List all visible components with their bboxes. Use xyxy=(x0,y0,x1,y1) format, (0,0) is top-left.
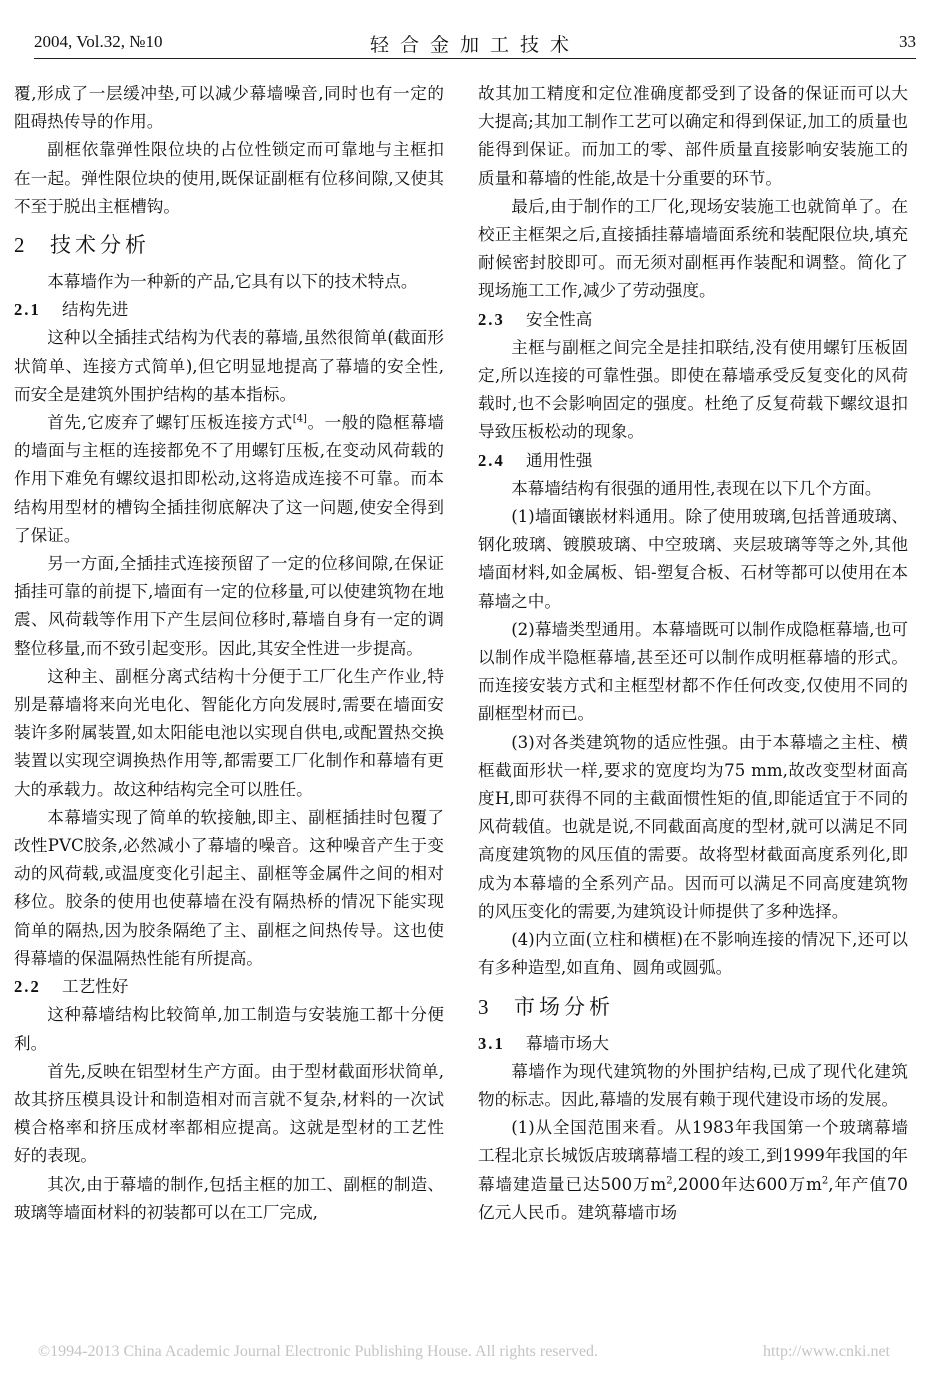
footer-url: http://www.cnki.net xyxy=(763,1343,890,1360)
paragraph: 幕墙作为现代建筑物的外围护结构,已成了现代化建筑物的标志。因此,幕墙的发展有赖于现代建设市场的发展。 xyxy=(478,1061,908,1109)
citation-ref: [4] xyxy=(292,413,307,425)
subsection-number: 2.2 xyxy=(14,977,41,997)
paragraph: 这种以全插挂式结构为代表的幕墙,虽然很简单(截面形状简单、连接方式简单),但它明显地提高了幕墙的安全性,而安全是建筑外围护结构的基本指标。 xyxy=(14,328,444,404)
page-number: 33 xyxy=(899,32,916,51)
paragraph-text: ,2000年达600万m xyxy=(672,1174,822,1194)
copyright-footer xyxy=(38,1343,890,1361)
subsection-title: 结构先进 xyxy=(62,300,129,320)
paragraph: 其次,由于幕墙的制作,包括主框的加工、副框的制造、玻璃等墙面材料的初装都可以在工厂完成, xyxy=(14,1174,444,1222)
subsection-title: 通用性强 xyxy=(526,450,593,470)
paragraph: 这种主、副框分离式结构十分便于工厂化生产作业,特别是幕墙将来向光电化、智能化方向发展时,需要在墙面安装许多附属装置,如太阳能电池以实现自供电,或配置热交换装置以实现空调换热作用等,都需要工厂化制作和幕墙有更大的承载力。故这种结构完全可以胜任。 xyxy=(14,666,444,799)
running-header xyxy=(34,28,916,59)
paragraph: (3)对各类建筑物的适应性强。由于本幕墙之主柱、横框截面形状一样,要求的宽度均为75 mm,故改变型材面高度H,即可获得不同的主截面惯性矩的值,即能适宜于不同的风荷载值。也就是说,不同截面高度的型材,就可以满足不同高度建筑物的风压值的需要。故将型材截面高度系列化,即成为本幕墙的全系列产品。因而可以满足不同高度建筑物的风压变化的需要,为建筑设计师提供了多种选择。 xyxy=(478,732,908,921)
paragraph-text: 首先,它废弃了螺钉压板连接方式 xyxy=(47,413,293,433)
section-number: 2 xyxy=(14,233,25,258)
subsection-heading xyxy=(478,1030,908,1058)
paragraph: (1)墙面镶嵌材料通用。除了使用玻璃,包括普通玻璃、钢化玻璃、镀膜玻璃、中空玻璃、夹层玻璃等等之外,其他墙面材料,如金属板、铝-塑复合板、石材等都可以使用在本幕墙之中。 xyxy=(478,507,908,611)
paragraph: 故其加工精度和定位准确度都受到了设备的保证而可以大大提高;其加工制作工艺可以确定和得到保证,加工的质量也能得到保证。而加工的零、部件质量直接影响安装施工的质量和幕墙的性能,故是十分重要的环节。 xyxy=(478,84,908,188)
section-number: 3 xyxy=(478,994,489,1019)
copyright-text: ©1994-2013 China Academic Journal Electronic Publishing House. All rights reserved. xyxy=(38,1343,599,1360)
paragraph: 本幕墙作为一种新的产品,它具有以下的技术特点。 xyxy=(47,272,418,292)
paragraph: 本幕墙结构有很强的通用性,表现在以下几个方面。 xyxy=(511,478,882,498)
paragraph: 另一方面,全插挂式连接预留了一定的位移间隙,在保证插挂可靠的前提下,墙面有一定的位移量,可以使建筑物在地震、风荷载等作用下产生层间位移时,幕墙自身有一定的调整位移量,而不致引起变形。因此,其安全性进一步提高。 xyxy=(14,554,444,658)
paragraph: (4)内立面(立柱和横框)在不影响连接的情况下,还可以有多种造型,如直角、圆角或圆弧。 xyxy=(478,930,908,978)
paragraph: 主框与副框之间完全是挂扣联结,没有使用螺钉压板固定,所以连接的可靠性强。即使在幕墙承受反复变化的风荷载时,也不会影响固定的强度。杜绝了反复荷载下螺纹退扣导致压板松动的现象。 xyxy=(478,337,908,442)
right-column xyxy=(478,80,908,1227)
journal-title: 轻合金加工技术 xyxy=(369,34,580,56)
subsection-heading xyxy=(14,296,444,324)
subsection-title: 安全性高 xyxy=(526,309,593,329)
subsection-heading xyxy=(14,973,444,1001)
subsection-number: 2.3 xyxy=(478,309,505,329)
subsection-heading xyxy=(478,447,908,475)
subsection-title: 幕墙市场大 xyxy=(526,1033,609,1053)
paragraph: 覆,形成了一层缓冲垫,可以减少幕墙噪音,同时也有一定的阻碍热传导的作用。 xyxy=(14,84,444,132)
superscript: 2 xyxy=(666,1174,673,1186)
subsection-number: 2.4 xyxy=(478,450,505,470)
paragraph: 本幕墙实现了简单的软接触,即主、副框插挂时包覆了改性PVC胶条,必然减小了幕墙的噪音。这种噪音产生于变动的风荷载,或温度变化引起主、副框等金属件之间的相对移位。胶条的使用也使幕墙在没有隔热桥的情况下能实现简单的隔热,因为胶条隔绝了主、副框之间热传导。这也使得幕墙的保温隔热性能有所提高。 xyxy=(14,807,444,968)
paragraph-text: (1)从全国范围来看。从1983年我国第一个玻璃幕墙工程北京长城饭店玻璃幕墙工程的竣工,到1999年我国的年幕墙建造量已达500万m xyxy=(478,1118,908,1194)
section-title: 技术分析 xyxy=(50,233,150,258)
paragraph: 副框依靠弹性限位块的占位性锁定而可靠地与主框扣在一起。弹性限位块的使用,既保证副框有位移间隙,又使其不至于脱出主框槽钩。 xyxy=(14,140,444,216)
paragraph-text: ,年产值70亿元人民币。建筑幕墙市场 xyxy=(478,1174,908,1222)
paragraph: 最后,由于制作的工厂化,现场安装施工也就简单了。在校正主框架之后,直接插挂幕墙墙面系统和装配限位块,填充耐候密封胶即可。而无须对副框再作装配和调整。简化了现场施工工作,减少了劳动强度。 xyxy=(478,196,908,301)
paragraph xyxy=(14,409,444,550)
paragraph: 首先,反映在铝型材生产方面。由于型材截面形状简单,故其挤压模具设计和制造相对而言就不复杂,材料的一次试模合格率和挤压成材率都相应提高。这就是型材的工艺性好的表现。 xyxy=(14,1061,444,1166)
paragraph xyxy=(478,1114,908,1227)
issue-info: 2004, Vol.32, №10 xyxy=(34,32,163,51)
subsection-number: 3.1 xyxy=(478,1033,505,1053)
section-heading xyxy=(478,990,908,1024)
section-heading xyxy=(14,228,444,262)
paragraph: 这种幕墙结构比较简单,加工制造与安装施工都十分便利。 xyxy=(14,1005,444,1053)
subsection-heading xyxy=(478,306,908,334)
paragraph: (2)幕墙类型通用。本幕墙既可以制作成隐框幕墙,也可以制作成半隐框幕墙,甚至还可以制作成明框幕墙的形式。而连接安装方式和主框型材都不作任何改变,仅使用不同的副框型材而已。 xyxy=(478,619,908,724)
paragraph-text: 。一般的隐框幕墙的墙面与主框的连接都免不了用螺钉压板,在变动风荷载的作用下难免有螺纹退扣即松动,这将造成连接不可靠。而本结构用型材的槽钩全插挂彻底解决了这一问题,使安全得到了保证。 xyxy=(14,413,444,545)
section-title: 市场分析 xyxy=(514,994,614,1019)
left-column xyxy=(14,80,444,1227)
superscript: 2 xyxy=(821,1174,829,1186)
subsection-number: 2.1 xyxy=(14,300,41,320)
subsection-title: 工艺性好 xyxy=(62,977,129,997)
